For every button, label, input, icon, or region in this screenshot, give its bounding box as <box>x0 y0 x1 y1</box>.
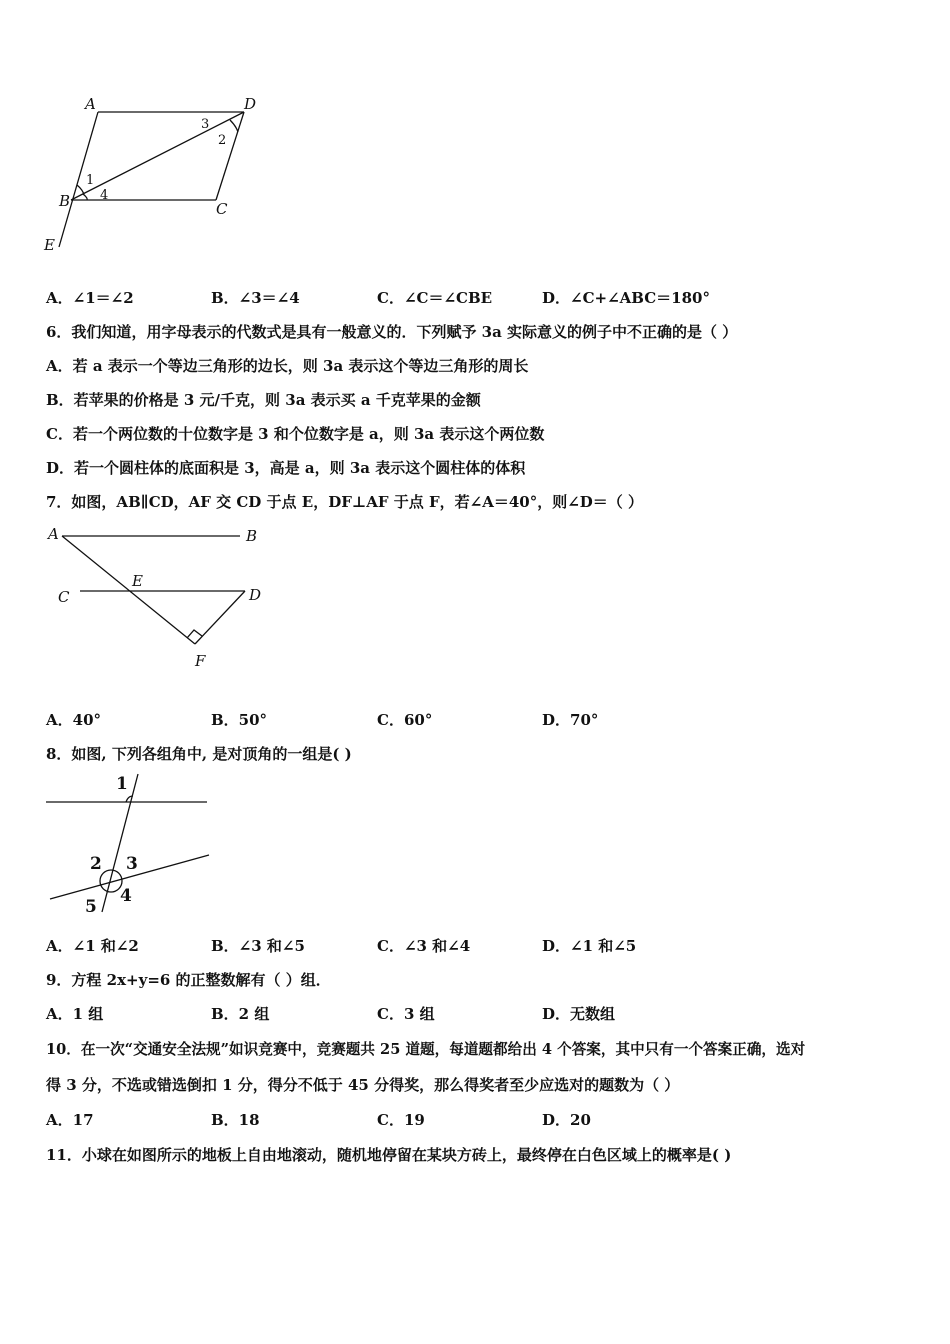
q7-label-D: D <box>249 586 262 604</box>
q9-stem: 9．方程 2x+y=6 的正整数解有（ ）组． <box>46 971 331 989</box>
q5-option-d: D．∠C+∠ABC＝180° <box>542 289 710 307</box>
q7-option-b: B．50° <box>211 711 268 729</box>
q8-angle-4: 4 <box>120 886 132 906</box>
q7-label-E: E <box>132 572 143 590</box>
q6-option-d: D．若一个圆柱体的底面积是 3，高是 a，则 3a 表示这个圆柱体的体积 <box>46 459 526 477</box>
q5-figure <box>40 92 270 257</box>
q10-option-c: C．19 <box>377 1111 425 1129</box>
q9-option-a: A．1 组 <box>46 1005 104 1023</box>
q7-label-A: A <box>48 525 59 543</box>
q8-angle-3: 3 <box>126 854 138 874</box>
q8-option-c: C．∠3 和∠4 <box>377 937 471 955</box>
q7-option-c: C．60° <box>377 711 433 729</box>
q5-angle-2: 2 <box>218 133 227 148</box>
q8-angle-1: 1 <box>116 774 128 794</box>
q6-stem: 6．我们知道，用字母表示的代数式是具有一般意义的．下列赋予 3a 实际意义的例子中不正确的是（ ） <box>46 323 738 341</box>
q7-option-a: A．40° <box>46 711 102 729</box>
q8-angle-2: 2 <box>90 854 102 874</box>
q8-angle-5: 5 <box>85 897 97 917</box>
q7-stem: 7．如图，AB∥CD，AF 交 CD 于点 E，DF⊥AF 于点 F，若∠A＝40°，则∠D＝（ ） <box>46 493 644 511</box>
q5-option-c: C．∠C＝∠CBE <box>377 289 493 307</box>
q10-stem-line-2: 得 3 分，不选或错选倒扣 1 分，得分不低于 45 分得奖，那么得奖者至少应选对的题数为（ ） <box>46 1076 680 1094</box>
q10-stem-line-1: 10．在一次“交通安全法规”如识竞赛中，竞赛题共 25 道题，每道题都给出 4 个答案，其中只有一个答案正确，选对 <box>46 1041 806 1058</box>
q6-option-c: C．若一个两位数的十位数字是 3 和个位数字是 a，则 3a 表示这个两位数 <box>46 425 545 443</box>
q8-stem: 8．如图, 下列各组角中, 是对顶角的一组是( ) <box>46 745 352 763</box>
q7-label-C: C <box>58 588 70 606</box>
q10-option-b: B．18 <box>211 1111 260 1129</box>
q7-figure <box>40 520 280 675</box>
q5-label-A: A <box>85 95 96 113</box>
q5-angle-3: 3 <box>201 117 210 132</box>
q7-label-F: F <box>195 652 206 670</box>
q5-label-C: C <box>216 200 228 218</box>
q5-label-E: E <box>44 236 55 254</box>
q5-option-a: A．∠1＝∠2 <box>46 289 134 307</box>
q5-angle-4: 4 <box>100 188 109 203</box>
q5-option-b: B．∠3＝∠4 <box>211 289 300 307</box>
q8-figure <box>40 770 220 920</box>
q8-option-b: B．∠3 和∠5 <box>211 937 305 955</box>
q9-option-b: B．2 组 <box>211 1005 270 1023</box>
q7-label-B: B <box>246 527 258 545</box>
q5-label-D: D <box>244 95 257 113</box>
q9-option-d: D．无数组 <box>542 1005 616 1023</box>
q9-option-c: C．3 组 <box>377 1005 435 1023</box>
q11-stem: 11．小球在如图所示的地板上自由地滚动，随机地停留在某块方砖上，最终停在白色区域上的概率是( ) <box>46 1146 732 1164</box>
q7-option-d: D．70° <box>542 711 599 729</box>
q5-angle-1: 1 <box>86 173 95 188</box>
q8-option-d: D．∠1 和∠5 <box>542 937 637 955</box>
q10-option-a: A．17 <box>46 1111 94 1129</box>
q6-option-a: A．若 a 表示一个等边三角形的边长，则 3a 表示这个等边三角形的周长 <box>46 357 529 375</box>
q8-option-a: A．∠1 和∠2 <box>46 937 139 955</box>
q10-option-d: D．20 <box>542 1111 591 1129</box>
q6-option-b: B．若苹果的价格是 3 元/千克，则 3a 表示买 a 千克苹果的金额 <box>46 391 481 409</box>
q5-label-B: B <box>59 192 71 210</box>
